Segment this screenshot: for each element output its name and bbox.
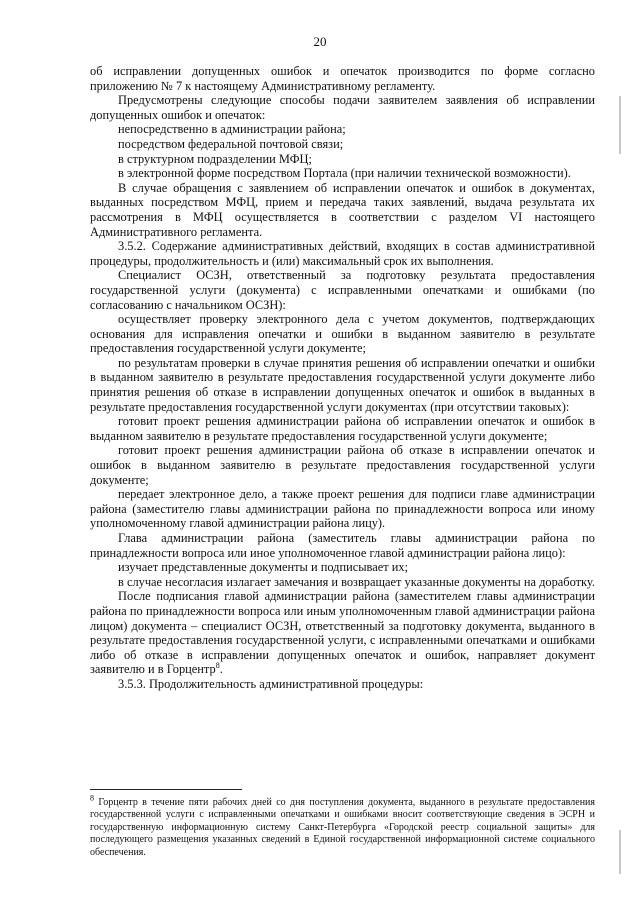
paragraph — [90, 531, 595, 560]
body-text — [90, 64, 595, 692]
paragraph — [90, 560, 595, 575]
footnote-separator — [90, 789, 242, 790]
paragraph — [90, 64, 595, 93]
paragraph-text: посредством федеральной почтовой связи; — [118, 136, 344, 151]
paragraph-text: в структурном подразделении МФЦ; — [118, 151, 312, 166]
paragraph — [90, 414, 595, 443]
paragraph-text: 3.5.3. Продолжительность административной процедуры: — [118, 676, 424, 691]
paragraph — [90, 166, 595, 181]
paragraph — [90, 93, 595, 122]
page-number: 20 — [313, 34, 327, 49]
paragraph-text: изучает представленные документы и подписывает их; — [118, 560, 409, 575]
paragraph — [90, 152, 595, 167]
paragraph — [90, 312, 595, 356]
footnote — [90, 793, 595, 859]
paragraph — [90, 443, 595, 487]
paragraph-tail: . — [219, 662, 223, 677]
footnote-marker: 8 — [90, 793, 94, 803]
paragraph — [90, 122, 595, 137]
footnote-reference: 8 — [215, 661, 220, 671]
paragraph-text: в электронной форме посредством Портала (при наличии технической возможности). — [118, 166, 571, 181]
paragraph-text: Глава администрации района (заместитель главы администрации района по принадлежности вопроса или иное уполномоченное главой администрации района лицо): — [90, 531, 595, 560]
paragraph — [90, 677, 595, 692]
paragraph-text: 3.5.2. Содержание административных действий, входящих в состав административной процедуры, продолжительность и (или) максимальный срок их выполнения. — [90, 239, 595, 268]
paragraph-text: об исправлении допущенных ошибок и опечаток производится по форме согласно приложению № 7 к настоящему Административному регламенту. — [90, 64, 595, 93]
paragraph — [90, 181, 595, 239]
paragraph-text: осуществляет проверку электронного дела с учетом документов, подтверждающих основания для исправления опечатки и ошибки в выданном заявителю в результате предоставления государственной услуги документе; — [90, 312, 595, 356]
paragraph-text: передает электронное дело, а также проект решения для подписи главе администрации района (заместителю главы администрации района по принадлежности вопроса или иному уполномоченному главой администрации района лицу). — [90, 487, 595, 531]
paragraph-text: Специалист ОСЗН, ответственный за подготовку результата предоставления государственной услуги (документа) с исправленными опечатками и ошибками (по согласованию с начальником ОСЗН): — [90, 268, 595, 312]
footnote-text: Горцентр в течение пяти рабочих дней со дня поступления документа, выданного в результате предоставления государственной услуги с исправленными опечатками и ошибками вносит соответствующие сведения в ЭСРН и государственную информационную систему Санкт-Петербурга «Городской реестр социальной защиты» для последующего размещения указанных сведений в Единой государственной информационной системе социального обеспечения. — [90, 797, 595, 858]
paragraph-text: по результатам проверки в случае принятия решения об исправлении опечатки и ошибки в выданном заявителю в результате предоставления государственной услуги документе либо принятия решения об отказе в исправлении допущенных опечаток и ошибок в выданных в результате предоставления государственной услуги документах (при отсутствии таковых): — [90, 355, 595, 414]
paragraph — [90, 575, 595, 590]
paragraph-text: готовит проект решения администрации района об исправлении опечаток и ошибок в выданном заявителю в результате предоставления государственной услуги документе; — [90, 414, 595, 443]
paragraph-text: Предусмотрены следующие способы подачи заявителем заявления об исправлении допущенных ошибок и опечаток: — [90, 93, 595, 122]
paragraph-text: готовит проект решения администрации района об отказе в исправлении опечаток и ошибок в выданном заявителю в результате предоставления государственной услуги документе; — [90, 443, 595, 487]
paragraph — [90, 239, 595, 268]
paragraph-text: В случае обращения с заявлением об исправлении опечаток и ошибок в документах, выданных посредством МФЦ, прием и передача таких заявлений, выдача результата их рассмотрения в МФЦ осуществляется в соответствии с разделом VI настоящего Административного регламента. — [90, 180, 595, 239]
paragraph — [90, 356, 595, 414]
paragraph-text: После подписания главой администрации района (заместителем главы администрации района по принадлежности вопроса или иным уполномоченным главой администрации района лицом) документа – специалист ОСЗН, ответственный за подготовку документа, выданного в результате предоставления государственной услуги, с исправленными опечатками и ошибками либо об отказе в исправлении допущенных опечаток и ошибок, направляет документ заявителю и в Горцентр — [90, 589, 595, 677]
paragraph — [90, 268, 595, 312]
paragraph — [90, 589, 595, 677]
paragraph-text: непосредственно в администрации района; — [118, 122, 346, 137]
scan-edge-mark — [619, 830, 621, 874]
scan-edge-mark — [619, 96, 621, 154]
paragraph — [90, 137, 595, 152]
paragraph — [90, 487, 595, 531]
paragraph-text: в случае несогласия излагает замечания и возвращает указанные документы на доработку. — [118, 574, 595, 589]
